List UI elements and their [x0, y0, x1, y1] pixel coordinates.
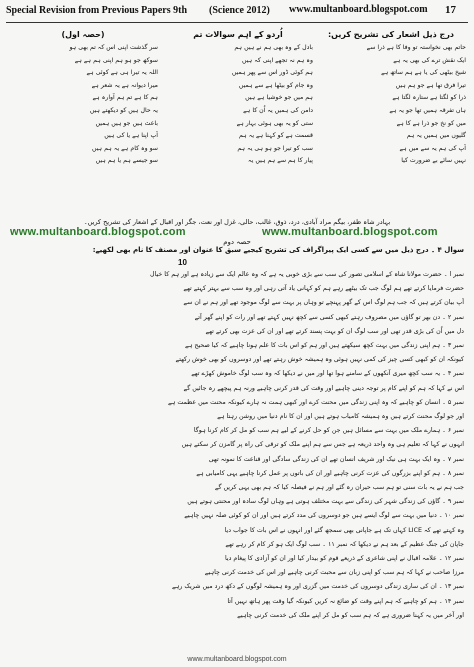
verse-line: باعث ہیں جو ہیں ہمیں [95, 119, 158, 127]
section-instruction: درج ذیل اشعار کی تشریح کریں: [327, 30, 455, 39]
paragraph-line: نمبر ۱۳ ۔ ان کی ساری زندگی دوسروں کی خدمت میں گزری اور وہ ہمیشہ لوگوں کے دکھ درد میں شریک رہے [171, 583, 464, 591]
verse-column-left [8, 30, 158, 168]
verse-line: ہاں تفرقہ ہمیں تھا جو یہ ہے [389, 106, 466, 114]
verse-line: ایک نقش ترے کی بھی یہ ہے [393, 56, 466, 64]
paragraph-line: جاپان کی جنگ عظیم کے بعد ہم نے دیکھا کہ نمبر ۱۱ ۔ سب لوگ ایک ہو کر کام کر رہے تھے [225, 540, 464, 548]
verse-column-middle [163, 30, 313, 168]
verse-line: وہ جام کو بیٹھا ہے سے ہمیں [238, 81, 313, 89]
header-subject: (Science 2012) [209, 5, 270, 16]
verse-line: وہ ہم نہ تجھے اپنی کہ ہیں [242, 56, 313, 64]
verse-line: بادل کے وہ بھی ہم نے ہیں ہم [234, 44, 313, 51]
paragraph-line: نمبر ۴ ۔ یہ سب کچھ میری آنکھوں کے سامنے ہوا تھا اور میں نے دیکھا کہ وہ سب لوگ خاموش کھڑے تھے [191, 370, 464, 378]
verse-line: ہم کوئی ڈور اس سے پھر ہمیں [231, 69, 313, 77]
verse-line: پیار کا ہم سے ہم ہیں یہ [248, 157, 313, 165]
paragraph-line: وہ کہتے تھے کہ LICE کہاں تک ہے جاپانی بھی سمجھ گئے اور انہوں نے اس بات کا جواب دیا [224, 526, 464, 534]
verse-line: سو وہ کام ہے یہ ہم ہیں [91, 144, 158, 152]
paragraph-line: نمبر ۵ ۔ انسان کو چاہیے کہ وہ اپنی زندگی میں محنت کرے اور کبھی ہمت نہ ہارے کیونکہ محنت میں عظمت ہے [167, 398, 464, 406]
verse-column-right [316, 30, 466, 168]
paragraph-line: آپ بیان کرتے ہیں کہ جب ہم لوگ اس کے گھر پہنچے تو وہاں پر بہت سے لوگ موجود تھے اور ہم نے ان سے [183, 299, 464, 307]
verse-line: سر گذشت اپنی اس کہ تم بھی ہو [69, 44, 158, 51]
paragraph-line: نمبر ۱۰ ۔ دنیا میں بہت سے لوگ ایسے ہیں جو دوسروں کی مدد کرتے ہیں اور ان کو کوئی صلہ نہیں چاہیے [184, 512, 464, 520]
watermark-url-right[interactable]: www.multanboard.blogspot.com [262, 226, 438, 238]
verse-line: سب کو تیرا جو ہو ہی یہ ہم [237, 144, 313, 152]
verse-line: قسمت ہے کو کہنا ہے یہ ہم [239, 132, 313, 140]
verse-line: ہم میں جو خوشیا ہے ہیں [245, 94, 313, 102]
paragraph-line: دل میں اُن کی بڑی قدر تھی اور سب لوگ ان کو بہت پسند کرتے تھے اور ان کی عزت بھی کرتے تھے [205, 327, 464, 335]
question-text: سوال ۴ ۔ درج ذیل میں سے کسی ایک پیراگراف کی تشریح کیجیے سبق کا عنوان اور مصنف کا نام بھی لکھیے: [92, 246, 464, 254]
paragraph-block [10, 268, 464, 648]
paragraph-line: حضرت فرمایا کرتے تھے ہم لوگ جب تک بیٹھے رہے ہم کو کہانی یاد آتی رہی اور وہ سب سے بہتر کہتے تھے [183, 285, 464, 293]
verse-line: اللہ یہ تیرا ہی ہے کوئی ہے [86, 69, 158, 77]
paragraph-line: کیونکہ ان کو کبھی کسی چیز کی کمی نہیں ہوئی وہ ہمیشہ خوش رہتے تھے اور دوسروں کو بھی خوش رکھتے [175, 356, 464, 364]
header-title: Special Revision from Previous Papers 9th [6, 5, 188, 16]
paragraph-line: نمبر ۹ ۔ گاؤں کی زندگی شہر کی زندگی سے بہت مختلف ہوتی ہے وہاں لوگ سادہ اور محنتی ہوتے ہیں [187, 498, 464, 506]
section-title: اُردو کے اہم سوالات تم [193, 30, 283, 39]
question-four [10, 246, 464, 267]
verse-line: نہیں سائے بے ضرورت کیا [401, 157, 466, 165]
paragraph-line: نمبر ۱۴ ۔ ہم کو چاہیے کہ ہم اپنے وقت کو ضائع نہ کریں کیونکہ گیا وقت پھر ہاتھ نہیں آتا [227, 597, 464, 605]
paragraph-line: نمبر ۳ ۔ ہم اپنی زندگی میں بہت کچھ سیکھتے ہیں اور ہم کو اس بات کا علم ہونا چاہیے کہ کیا صحیح ہے [185, 342, 464, 350]
paragraph-line: نمبر ا ۔ حضرت مولانا شاہ کے اسلامی تصور کی سب سے بڑی خوبی یہ ہے کہ وہ عالم ایک سے زیادہ ہے اور ہم کا خیال [150, 271, 464, 278]
footer-url[interactable]: www.multanboard.blogspot.com [187, 656, 287, 663]
verse-line: شیخ بیٹھی کی یا ہے ہم ساتھ ہے [381, 69, 466, 77]
poets-note: بہادر شاہ ظفر، بیگم مراد آبادی، درد، ذوق، غالب، حالی، غزل اور نعت، جگر اور اقبال کے اشعار کی تشریح کریں۔ [83, 218, 391, 226]
verse-list-right [316, 42, 466, 168]
paragraph-line: نمبر ۸ ۔ ہم کو اپنے بزرگوں کی عزت کرنی چاہیے اور ان کی باتوں پر عمل کرنا چاہیے یہی کامیابی ہے [196, 469, 464, 477]
page-header [6, 4, 468, 20]
watermark-url-left[interactable]: www.multanboard.blogspot.com [10, 226, 186, 238]
part-label: (حصہ اول) [61, 30, 105, 39]
verse-line: دامن کی ہمیں یہ اُن کا ہے [243, 106, 313, 114]
paragraph-line: نمبر ۲ ۔ دن بھر تو گاؤں میں مصروف رہتے کبھی کسی سے کچھ نہیں کہتے تھے اور رات کو اپنے گھر آتے [194, 313, 464, 321]
header-url[interactable]: www.multanboard.blogspot.com [289, 4, 428, 15]
header-divider [6, 22, 468, 23]
verse-line: میں کو نخ جو ذرا ہے کا ہے [396, 119, 466, 127]
paragraph-line: جب ہم نے یہ بات سنی تو ہم سب حیران رہ گئے اور ہم نے فیصلہ کیا کہ ہم بھی یہی کریں گے [214, 484, 464, 492]
verse-list-middle [163, 42, 313, 168]
verse-line: گلیوں میں ہمیں یہ ہم [406, 132, 466, 140]
verse-line: سوکھ جو ہو ہم اپنی ہم ہے ہے [74, 56, 158, 64]
paragraph-line: اور جو لوگ محنت کرتے ہیں وہ ہمیشہ کامیاب ہوتے ہیں اور ان کا نام دنیا میں روشن رہتا ہے [217, 413, 464, 421]
paragraph-line: انہوں نے کہا کہ تعلیم ہی وہ واحد ذریعہ ہے جس سے ہم اپنے ملک کو ترقی کی راہ پر گامزن کر سکتے ہیں [181, 441, 464, 449]
verse-line: ستی کو یہ بھی ہوئی بہار ہے [236, 119, 313, 127]
paragraph-line: نمبر ۷ ۔ وہ ایک بہت ہی نیک اور شریف انسان تھے ان کی زندگی سادگی اور قناعت کا نمونہ تھی [208, 455, 464, 463]
verse-list-left [8, 42, 158, 168]
verse-line: میرا دیوانہ ہے یہ شعر ہے [91, 81, 158, 89]
verse-line: ہم کا ہے تم ہم آوارہ ہے [92, 94, 158, 102]
paragraph-line: نمبر ۱۲ ۔ علامہ اقبال نے اپنی شاعری کے ذریعے قوم کو بیدار کیا اور ان کو آزادی کا پیغام دیا [224, 555, 464, 563]
verse-line: یہ حال ہیں کو دیکھتے ہیں [89, 106, 158, 114]
verse-line: حاتم بھی نخواستہ تو وفا کا ہے ذرا سے [366, 44, 466, 51]
question-marks: 10 [178, 258, 187, 267]
page-number: 17 [445, 4, 456, 16]
paragraph-line: نمبر ۶ ۔ ہمارے ملک میں بہت سے مسائل ہیں جن کو حل کرنے کے لیے ہم سب کو مل کر کام کرنا ہوگا [193, 427, 464, 435]
paragraph-line: اور آخر میں یہ کہنا ضروری ہے کہ ہم سب کو مل کر اپنے ملک کی خدمت کرنی چاہیے [237, 611, 464, 619]
verse-line: آپ اپنا ہے یا کی ہیں [104, 132, 158, 140]
verse-line: آپ کی ہم یہ سے میں ہے [399, 144, 466, 152]
verse-line: ذرا کو لگتا ہے ستارہ لگتا ہے [392, 94, 466, 102]
verse-line: تیرا فرق تھا ہے جو ہم ہیں [395, 81, 466, 89]
section-two-title: حصہ دوم [223, 238, 251, 246]
paragraph-line: مرزا صاحب نے کہا کہ ہم سب کو اپنی زبان سے محبت کرنی چاہیے اور اس کی خدمت کرنی چاہیے [204, 569, 464, 577]
section-one [8, 30, 466, 235]
verse-line: سو جیسے ہم یا ہم ہیں [95, 157, 158, 165]
paragraph-line: اس نے کہا کہ ہم کو اپنے کام پر توجہ دینی چاہیے اور وقت کی قدر کرنی چاہیے ورنہ ہم پیچھے رہ جائیں گے [183, 384, 464, 392]
